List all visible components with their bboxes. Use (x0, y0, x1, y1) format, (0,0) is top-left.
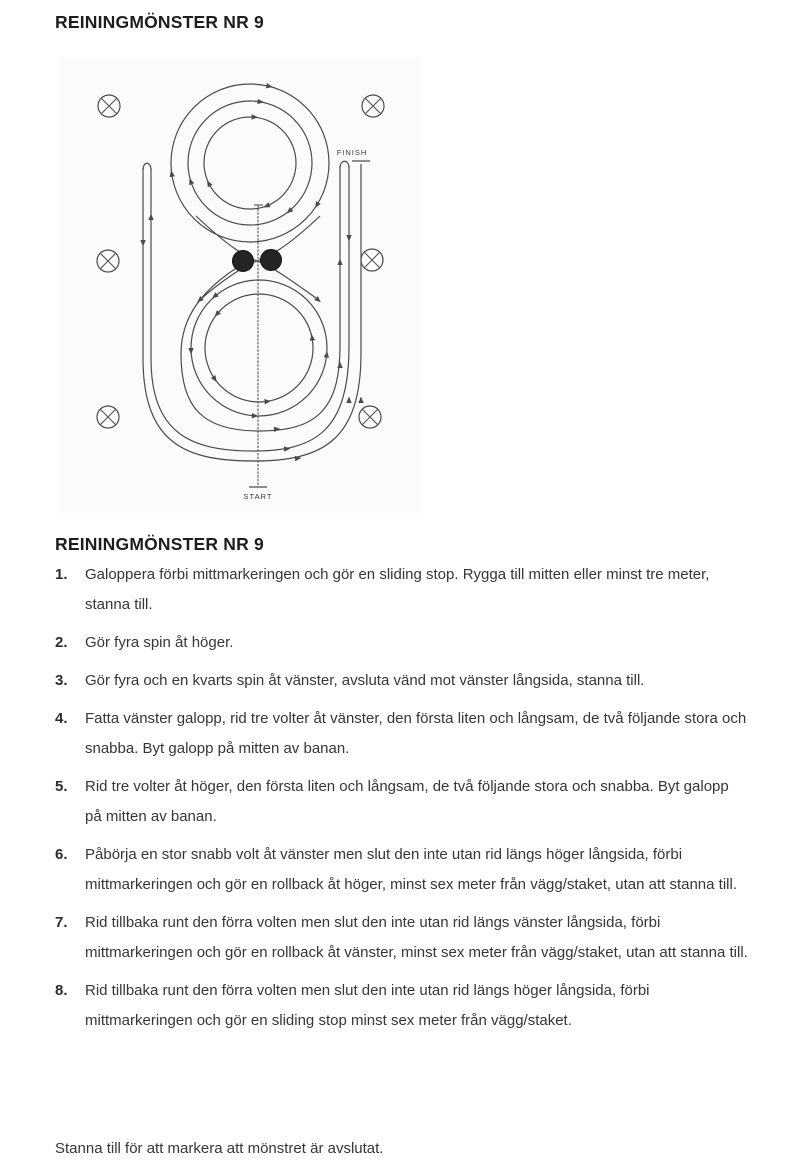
section-heading: REININGMÖNSTER NR 9 (55, 534, 264, 554)
item-number: 5. (55, 778, 68, 795)
instruction-item-1 (55, 560, 749, 620)
instruction-item-6 (55, 840, 749, 900)
item-text: Gör fyra och en kvarts spin åt vänster, avsluta vänd mot vänster långsida, stanna till. (85, 672, 645, 689)
finish-label: FINISH (336, 148, 368, 157)
item-number: 1. (55, 566, 68, 583)
bottom-circles (191, 280, 327, 416)
instruction-item-5 (55, 772, 749, 832)
item-text: Gör fyra spin åt höger. (85, 634, 234, 651)
item-text: Rid tillbaka runt den förra volten men slut den inte utan rid längs vänster långsida, förbi mittmarkeringen och gör en rollback åt vänster, minst sex meter från vägg/staket, utan att stanna till. (85, 914, 748, 961)
pattern-figure (60, 58, 420, 513)
instruction-item-2 (55, 628, 749, 658)
item-number: 4. (55, 710, 68, 727)
instruction-item-7 (55, 908, 749, 968)
item-text: Rid tillbaka runt den förra volten men slut den inte utan rid längs höger långsida, förbi mittmarkeringen och gör en sliding stop minst sex meter från vägg/staket. (85, 982, 650, 1029)
instructions-list (55, 560, 749, 1044)
top-circles (171, 84, 329, 242)
instruction-item-4 (55, 704, 749, 764)
item-number: 8. (55, 982, 68, 999)
page-title: REININGMÖNSTER NR 9 (55, 12, 264, 32)
item-number: 2. (55, 634, 68, 651)
start-line (249, 205, 267, 487)
left-rollback-turn (143, 163, 151, 170)
closing-note: Stanna till för att markera att mönstret är avslutat. (55, 1140, 384, 1157)
reining-pattern-diagram (60, 58, 420, 513)
item-text: Fatta vänster galopp, rid tre volter åt vänster, den första liten och långsam, de två följande stora och snabba. Byt galopp på mitten av banan. (85, 710, 747, 757)
item-text: Rid tre volter åt höger, den första liten och långsam, de två följande stora och snabba. Byt galopp på mitten av banan. (85, 778, 729, 825)
instruction-item-8 (55, 976, 749, 1036)
item-number: 3. (55, 672, 68, 689)
item-text: Påbörja en stor snabb volt åt vänster men slut den inte utan rid längs höger långsida, förbi mittmarkeringen och gör en rollback åt höger, minst sex meter från vägg/staket, utan att stanna till. (85, 846, 737, 893)
item-number: 6. (55, 846, 68, 863)
item-number: 7. (55, 914, 68, 931)
direction-arrows (140, 83, 363, 461)
item-text: Galoppera förbi mittmarkeringen och gör en sliding stop. Rygga till mitten eller minst tre meter, stanna till. (85, 566, 710, 613)
right-rollback-turn (340, 161, 349, 168)
instruction-item-3 (55, 666, 749, 696)
start-label: START (243, 492, 273, 501)
